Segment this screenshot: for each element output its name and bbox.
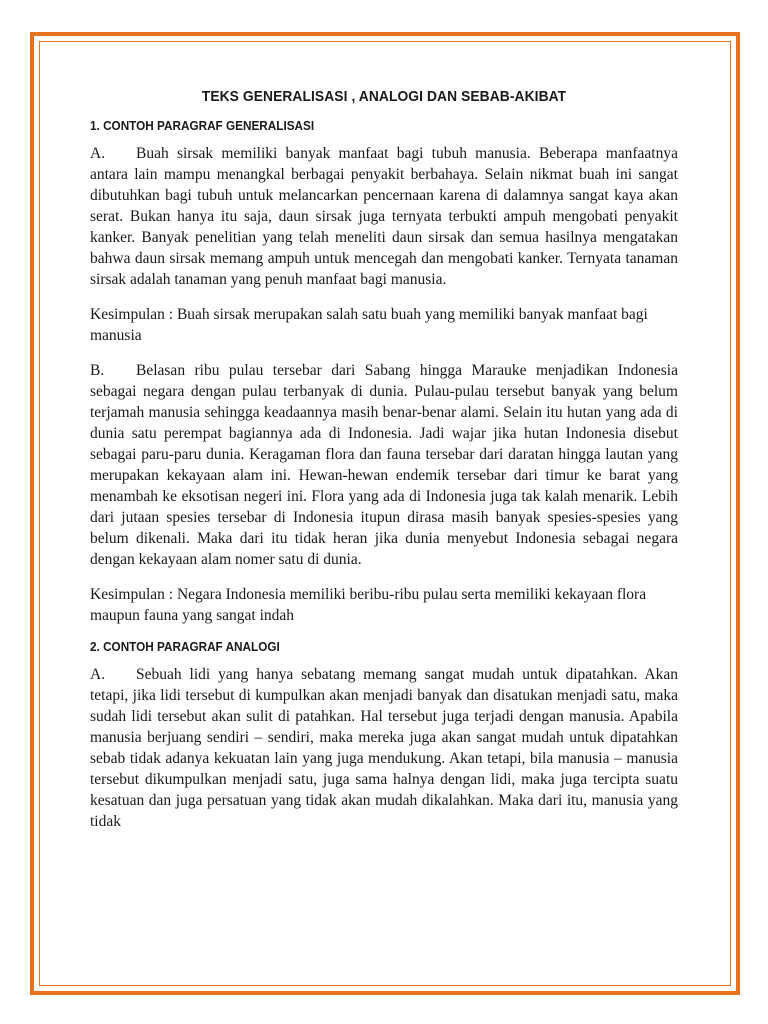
document-content — [90, 88, 678, 846]
paragraph-generalisasi-a — [90, 143, 678, 290]
section-generalisasi — [90, 119, 678, 626]
section-heading-generalisasi: 1. CONTOH PARAGRAF GENERALISASI — [90, 119, 315, 133]
section-heading-analogi: 2. CONTOH PARAGRAF ANALOGI — [90, 640, 280, 654]
paragraph-text: Belasan ribu pulau tersebar dari Sabang hingga Marauke menjadikan Indonesia sebagai negara dengan pulau terbanyak di dunia. Pulau-pulau tersebut banyak yang belum terjamah manusia sehingga keadaannya masih benar-benar alami. Selain itu hutan yang ada di dunia satu perempat bagiannya ada di Indonesia. Jadi wajar jika hutan Indonesia disebut sebagai paru-paru dunia. Keragaman flora dan fauna tersebar dari daratan hingga lautan yang merupakan kekayaan alam ini. Hewan-hewan endemik tersebar dari timur ke barat yang menambah ke eksotisan negeri ini. Flora yang ada di Indonesia juga tak kalah menarik. Lebih dari jutaan spesies tersebar di Indonesia itupun dirasa masih banyak spesies-spesies yang belum dikenali. Maka dari itu tidak heran jika dunia menyebut Indonesia sebagai negara dengan kekayaan alam nomer satu di dunia. — [90, 362, 678, 568]
paragraph-label: A. — [90, 145, 106, 162]
paragraph-text: Buah sirsak memiliki banyak manfaat bagi tubuh manusia. Beberapa manfaatnya antara lain mampu menangkal berbagai penyakit berbahaya. Selain nikmat buah ini sangat dibutuhkan bagi tubuh untuk melancarkan pencernaan karena di dalamnya sangat kaya akan serat. Bukan hanya itu saja, daun sirsak juga ternyata terbukti ampuh mengobati penyakit kanker. Banyak penelitian yang telah meneliti daun sirsak dan semua hasilnya mengatakan bahwa daun sirsak memang ampuh untuk mencegah dan mengobati kanker. Ternyata tanaman sirsak adalah tanaman yang penuh manfaat bagi manusia. — [90, 145, 678, 288]
paragraph-label: B. — [90, 362, 105, 379]
section-analogi — [90, 640, 678, 832]
document-title: TEKS GENERALISASI , ANALOGI DAN SEBAB-AKIBAT — [201, 88, 567, 105]
paragraph-text: Sebuah lidi yang hanya sebatang memang sangat mudah untuk dipatahkan. Akan tetapi, jika lidi tersebut di kumpulkan akan menjadi banyak dan disatukan menjadi satu, maka sudah lidi tersebut akan sulit di patahkan. Hal tersebut juga terjadi dengan manusia. Apabila manusia berjuang sendiri – sendiri, maka mereka juga akan sangat mudah untuk dipatahkan sebab tidak adanya kekuatan lain yang juga mendukung. Akan tetapi, bila manusia – manusia tersebut dikumpulkan menjadi satu, juga sama halnya dengan lidi, maka juga tercipta suatu kesatuan dan juga persatuan yang tidak akan mudah dikalahkan. Maka dari itu, manusia yang tidak — [90, 666, 678, 830]
conclusion-generalisasi-b: Kesimpulan : Negara Indonesia memiliki beribu-ribu pulau serta memiliki kekayaan flora maupun fauna yang sangat indah — [90, 586, 647, 624]
conclusion-generalisasi-a: Kesimpulan : Buah sirsak merupakan salah satu buah yang memiliki banyak manfaat bagi manusia — [90, 306, 648, 344]
paragraph-generalisasi-b — [90, 360, 678, 570]
paragraph-label: A. — [90, 666, 106, 683]
paragraph-analogi-a — [90, 664, 678, 832]
